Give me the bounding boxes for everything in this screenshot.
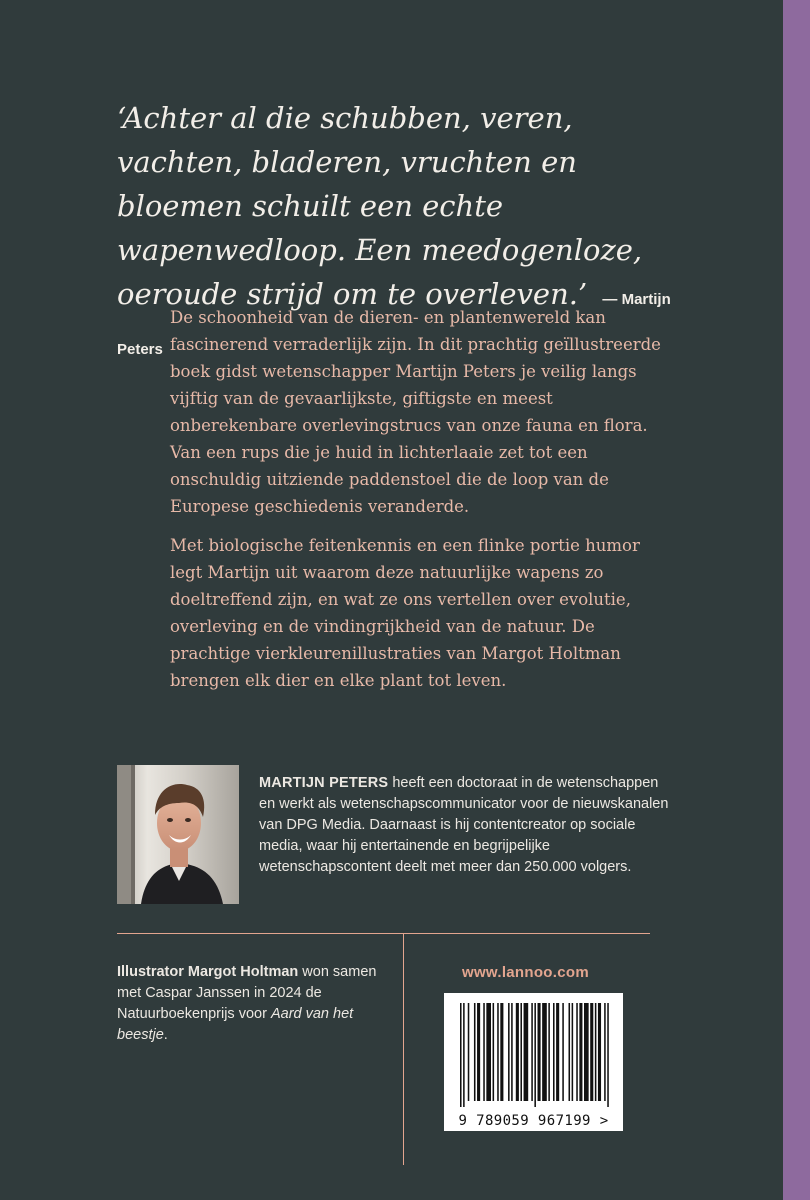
illustrator-note (117, 962, 387, 1046)
barcode-bar (531, 1003, 533, 1101)
barcode-bar (483, 1003, 485, 1101)
vertical-divider (403, 933, 404, 1165)
barcode-bar (477, 1003, 480, 1101)
author-bio (259, 773, 669, 878)
barcode-bars (444, 993, 623, 1111)
quote-text: ‘Achter al die schubben, veren, vachten, bladeren, vruchten en bloemen schuilt een echte wapenwedloop. Een meedogenloze, oeroude strijd om te overleven.’ (117, 101, 643, 311)
barcode-bar (579, 1003, 582, 1101)
illustrator-text-end: . (163, 1027, 168, 1043)
barcode-bar (474, 1003, 476, 1101)
barcode-bar (569, 1003, 571, 1101)
barcode-bar (576, 1003, 578, 1101)
barcode-bar (598, 1003, 601, 1101)
barcode-bar (493, 1003, 495, 1101)
barcode-bar (486, 1003, 491, 1101)
barcode-bar (534, 1003, 536, 1107)
barcode-bar (500, 1003, 503, 1101)
barcode-bar (562, 1003, 564, 1101)
author-name: MARTIJN PETERS (259, 775, 389, 791)
publisher-website: www.lannoo.com (462, 964, 589, 981)
barcode-bar (463, 1003, 465, 1107)
quote-attribution: — Martijn Peters (117, 291, 671, 358)
barcode-bar (542, 1003, 547, 1101)
barcode-bar (572, 1003, 574, 1101)
illustrator-text: won samen met Caspar Janssen in 2024 de Natuurboekenprijs voor (117, 964, 377, 1022)
horizontal-divider (117, 933, 650, 934)
barcode-bar (553, 1003, 555, 1101)
barcode-bar (508, 1003, 510, 1101)
author-photo (117, 765, 239, 904)
description-paragraph-2: Met biologische feitenkennis en een flinke portie humor legt Martijn uit waarom deze natuurlijke wapens zo doeltreffend zijn, en wat ze ons vertellen over evolutie, overleving en de vindingrijkheid van de natuur. De prachtige vierkleurenillustraties van Margot Holtman brengen elk dier en elke plant tot leven. (170, 536, 640, 690)
barcode-bar (468, 1003, 470, 1101)
illustrator-name: Illustrator Margot Holtman (117, 964, 299, 980)
barcode-bar (604, 1003, 606, 1101)
author-portrait-image (117, 765, 239, 904)
barcode-bar (590, 1003, 593, 1101)
barcode-bar (511, 1003, 513, 1101)
spine-edge (783, 0, 810, 1200)
barcode-bar (516, 1003, 519, 1101)
barcode-bar (538, 1003, 541, 1101)
barcode-bar (524, 1003, 529, 1101)
author-bio-text: heeft een doctoraat in de wetenschappen en werkt als wetenschapscommunicator voor de nieuwskanalen van DPG Media. Daarnaast is hij contentcreator op sociale media, waar hij entertainende en begrijpelijke wetenschapscontent deelt met meer dan 250.000 volgers. (259, 775, 669, 875)
isbn-barcode (444, 993, 623, 1131)
book-description (170, 304, 670, 706)
barcode-bar (556, 1003, 559, 1101)
award-book-title: Aard van het beestje (117, 1006, 354, 1043)
barcode-bar (520, 1003, 522, 1101)
barcode-bar (548, 1003, 550, 1101)
barcode-bar (497, 1003, 499, 1101)
barcode-bar (460, 1003, 462, 1107)
isbn-number: 9 789059 967199 > (458, 1113, 609, 1129)
barcode-bar (607, 1003, 609, 1107)
description-paragraph-1: De schoonheid van de dieren- en plantenwereld kan fascinerend verraderlijk zijn. In dit prachtig geïllustreerde boek gidst wetenschapper Martijn Peters je veilig langs vijftig van de gevaarlijkste, giftigste en meest onberekenbare overlevingstrucs van onze fauna en flora. Van een rups die je huid in lichterlaaie zet tot een onschuldig uitziende paddenstoel die de loop van de Europese geschiedenis veranderde. (170, 308, 661, 516)
barcode-bar (584, 1003, 589, 1101)
barcode-bar (595, 1003, 597, 1101)
